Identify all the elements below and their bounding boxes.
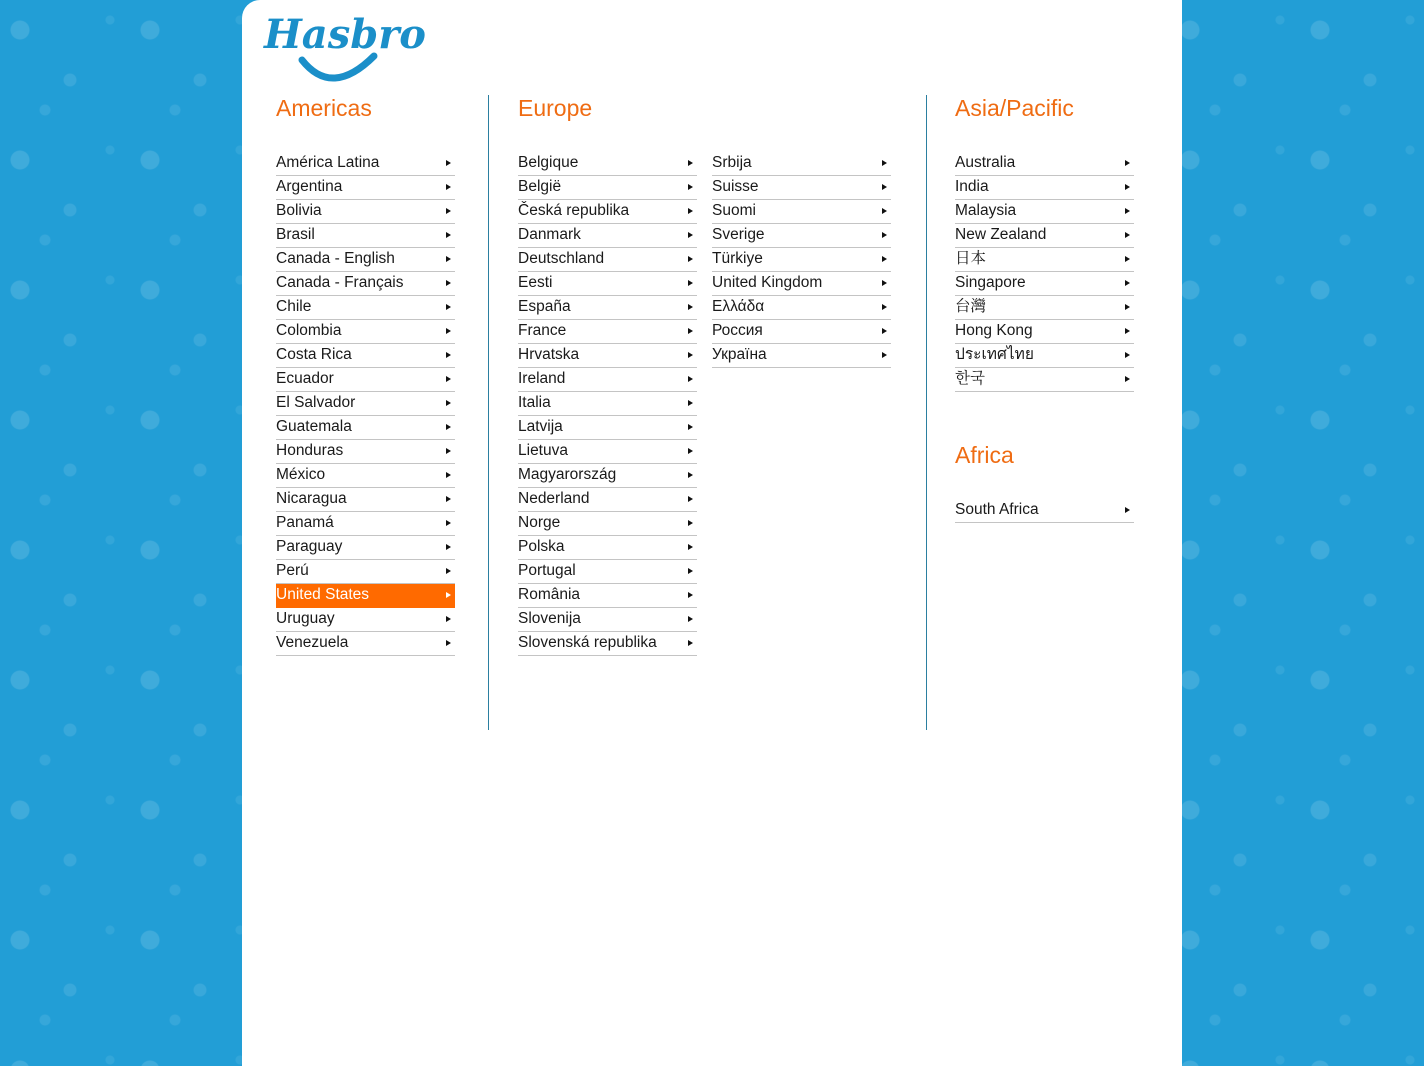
- country-label: Canada - Français: [276, 274, 404, 291]
- country-label: Lietuva: [518, 442, 568, 459]
- country-link[interactable]: [518, 584, 697, 608]
- arrow-right-icon: [446, 592, 451, 598]
- country-label: Argentina: [276, 178, 343, 195]
- country-label: Canada - English: [276, 250, 395, 267]
- country-label: Honduras: [276, 442, 344, 459]
- country-label: Nicaragua: [276, 490, 347, 507]
- americas-list: [276, 152, 455, 656]
- country-link[interactable]: [518, 296, 697, 320]
- arrow-right-icon: [688, 496, 693, 502]
- country-label: Magyarország: [518, 466, 617, 483]
- africa-list: [955, 499, 1134, 523]
- country-link[interactable]: [276, 536, 455, 560]
- country-link[interactable]: [518, 488, 697, 512]
- country-link[interactable]: [518, 368, 697, 392]
- country-link[interactable]: [955, 272, 1134, 296]
- europe-list-left: [518, 152, 697, 656]
- arrow-right-icon: [1125, 160, 1130, 166]
- arrow-right-icon: [446, 208, 451, 214]
- arrow-right-icon: [446, 160, 451, 166]
- arrow-right-icon: [688, 640, 693, 646]
- country-link[interactable]: [518, 272, 697, 296]
- country-label: United Kingdom: [712, 274, 823, 291]
- country-link[interactable]: [955, 152, 1134, 176]
- country-link[interactable]: [955, 200, 1134, 224]
- country-label: España: [518, 298, 571, 315]
- country-label: Slovenija: [518, 610, 581, 627]
- country-link[interactable]: [518, 224, 697, 248]
- arrow-right-icon: [688, 160, 693, 166]
- arrow-right-icon: [688, 592, 693, 598]
- country-link[interactable]: [518, 416, 697, 440]
- europe-heading: Europe: [518, 95, 593, 121]
- country-link[interactable]: [712, 176, 891, 200]
- arrow-right-icon: [446, 448, 451, 454]
- country-link[interactable]: [276, 248, 455, 272]
- country-label: New Zealand: [955, 226, 1047, 243]
- country-link[interactable]: [276, 608, 455, 632]
- country-label: Brasil: [276, 226, 315, 243]
- country-label: Ελλάδα: [712, 298, 765, 315]
- arrow-right-icon: [446, 328, 451, 334]
- arrow-right-icon: [446, 640, 451, 646]
- country-label: Polska: [518, 538, 565, 555]
- country-link[interactable]: [955, 344, 1134, 368]
- arrow-right-icon: [688, 328, 693, 334]
- arrow-right-icon: [1125, 304, 1130, 310]
- arrow-right-icon: [446, 472, 451, 478]
- arrow-right-icon: [688, 520, 693, 526]
- americas-heading: Americas: [276, 95, 372, 121]
- country-label: United States: [276, 586, 370, 603]
- country-label: Belgique: [518, 154, 579, 171]
- country-link[interactable]: [955, 320, 1134, 344]
- country-label: Suomi: [712, 202, 756, 219]
- country-link[interactable]: [712, 296, 891, 320]
- arrow-right-icon: [882, 328, 887, 334]
- arrow-right-icon: [688, 544, 693, 550]
- country-link[interactable]: [276, 440, 455, 464]
- country-label: 台灣: [955, 298, 987, 315]
- arrow-right-icon: [446, 376, 451, 382]
- country-label: Norge: [518, 514, 561, 531]
- country-label: Deutschland: [518, 250, 605, 267]
- arrow-right-icon: [882, 352, 887, 358]
- arrow-right-icon: [688, 352, 693, 358]
- europe-list-right: [712, 152, 891, 368]
- country-label: El Salvador: [276, 394, 356, 411]
- column-divider: [926, 95, 927, 730]
- country-link[interactable]: [712, 320, 891, 344]
- country-label: Venezuela: [276, 634, 349, 651]
- country-label: Hrvatska: [518, 346, 580, 363]
- country-link[interactable]: [712, 344, 891, 368]
- arrow-right-icon: [1125, 256, 1130, 262]
- arrow-right-icon: [1125, 232, 1130, 238]
- asia-pacific-heading: Asia/Pacific: [955, 95, 1074, 121]
- country-link[interactable]: [276, 152, 455, 176]
- arrow-right-icon: [446, 352, 451, 358]
- arrow-right-icon: [1125, 507, 1130, 513]
- content-panel: [242, 0, 1182, 1066]
- column-divider: [488, 95, 489, 730]
- country-label: Uruguay: [276, 610, 335, 627]
- country-link[interactable]: [712, 200, 891, 224]
- country-link[interactable]: [955, 499, 1134, 523]
- country-link[interactable]: [518, 536, 697, 560]
- country-label: Россия: [712, 322, 763, 339]
- country-label: Hong Kong: [955, 322, 1033, 339]
- arrow-right-icon: [882, 184, 887, 190]
- asia-pacific-list: [955, 152, 1134, 392]
- country-link[interactable]: [955, 224, 1134, 248]
- country-link[interactable]: [712, 248, 891, 272]
- country-label: Türkiye: [712, 250, 763, 267]
- country-link[interactable]: [518, 608, 697, 632]
- country-link[interactable]: [276, 200, 455, 224]
- country-label: Portugal: [518, 562, 576, 579]
- country-label: 한국: [955, 370, 985, 387]
- arrow-right-icon: [446, 424, 451, 430]
- country-label: Paraguay: [276, 538, 343, 555]
- country-link[interactable]: [518, 632, 697, 656]
- arrow-right-icon: [446, 232, 451, 238]
- country-link[interactable]: [276, 392, 455, 416]
- country-label: Sverige: [712, 226, 765, 243]
- arrow-right-icon: [882, 256, 887, 262]
- country-link[interactable]: [518, 200, 697, 224]
- country-link[interactable]: [518, 392, 697, 416]
- country-label: Latvija: [518, 418, 563, 435]
- arrow-right-icon: [446, 568, 451, 574]
- country-label: Україна: [712, 346, 767, 363]
- arrow-right-icon: [882, 304, 887, 310]
- arrow-right-icon: [688, 448, 693, 454]
- country-link[interactable]: [955, 296, 1134, 320]
- country-label: Malaysia: [955, 202, 1017, 219]
- arrow-right-icon: [688, 424, 693, 430]
- arrow-right-icon: [446, 544, 451, 550]
- country-link[interactable]: [276, 176, 455, 200]
- country-link[interactable]: [518, 176, 697, 200]
- country-link[interactable]: [276, 344, 455, 368]
- country-link[interactable]: [518, 320, 697, 344]
- country-label: France: [518, 322, 567, 339]
- arrow-right-icon: [688, 472, 693, 478]
- arrow-right-icon: [882, 280, 887, 286]
- country-link[interactable]: [276, 296, 455, 320]
- arrow-right-icon: [1125, 208, 1130, 214]
- arrow-right-icon: [688, 280, 693, 286]
- country-label: Guatemala: [276, 418, 352, 435]
- country-label: South Africa: [955, 501, 1039, 518]
- country-label: Chile: [276, 298, 312, 315]
- country-label: België: [518, 178, 562, 195]
- country-link[interactable]: [518, 440, 697, 464]
- arrow-right-icon: [688, 376, 693, 382]
- arrow-right-icon: [688, 616, 693, 622]
- country-label: Danmark: [518, 226, 581, 243]
- country-link[interactable]: [955, 248, 1134, 272]
- country-label: Costa Rica: [276, 346, 352, 363]
- arrow-right-icon: [688, 256, 693, 262]
- arrow-right-icon: [882, 232, 887, 238]
- country-label: América Latina: [276, 154, 380, 171]
- country-link[interactable]: [276, 584, 455, 608]
- country-link[interactable]: [712, 152, 891, 176]
- country-link[interactable]: [518, 344, 697, 368]
- country-link[interactable]: [276, 488, 455, 512]
- arrow-right-icon: [1125, 328, 1130, 334]
- country-link[interactable]: [518, 152, 697, 176]
- country-label: India: [955, 178, 989, 195]
- country-label: México: [276, 466, 326, 483]
- arrow-right-icon: [446, 520, 451, 526]
- country-link[interactable]: [955, 176, 1134, 200]
- arrow-right-icon: [1125, 352, 1130, 358]
- arrow-right-icon: [446, 256, 451, 262]
- country-link[interactable]: [276, 632, 455, 656]
- country-label: Italia: [518, 394, 551, 411]
- country-label: Suisse: [712, 178, 759, 195]
- arrow-right-icon: [688, 232, 693, 238]
- country-label: Srbija: [712, 154, 752, 171]
- country-link[interactable]: [276, 416, 455, 440]
- hasbro-logo[interactable]: [260, 6, 426, 88]
- arrow-right-icon: [688, 208, 693, 214]
- country-link[interactable]: [276, 224, 455, 248]
- country-label: Perú: [276, 562, 309, 579]
- country-label: Panamá: [276, 514, 334, 531]
- africa-heading: Africa: [955, 442, 1014, 468]
- country-label: Bolivia: [276, 202, 322, 219]
- country-link[interactable]: [276, 560, 455, 584]
- country-link[interactable]: [276, 464, 455, 488]
- country-link[interactable]: [276, 512, 455, 536]
- arrow-right-icon: [446, 280, 451, 286]
- arrow-right-icon: [882, 208, 887, 214]
- arrow-right-icon: [1125, 280, 1130, 286]
- country-link[interactable]: [712, 272, 891, 296]
- arrow-right-icon: [1125, 376, 1130, 382]
- country-link[interactable]: [712, 224, 891, 248]
- svg-text:Hasbro: Hasbro: [264, 11, 426, 58]
- country-link[interactable]: [518, 464, 697, 488]
- country-label: Australia: [955, 154, 1016, 171]
- arrow-right-icon: [446, 304, 451, 310]
- country-link[interactable]: [518, 560, 697, 584]
- country-link[interactable]: [276, 320, 455, 344]
- country-label: Ecuador: [276, 370, 334, 387]
- country-link[interactable]: [955, 368, 1134, 392]
- arrow-right-icon: [1125, 184, 1130, 190]
- country-label: Česká republika: [518, 202, 630, 219]
- country-label: Ireland: [518, 370, 566, 387]
- country-label: 日本: [955, 250, 987, 267]
- arrow-right-icon: [688, 184, 693, 190]
- arrow-right-icon: [446, 496, 451, 502]
- country-label: România: [518, 586, 581, 603]
- arrow-right-icon: [688, 568, 693, 574]
- arrow-right-icon: [446, 400, 451, 406]
- country-label: Nederland: [518, 490, 590, 507]
- country-label: Slovenská republika: [518, 634, 657, 651]
- country-label: Eesti: [518, 274, 553, 291]
- country-link[interactable]: [276, 272, 455, 296]
- country-label: ประเทศไทย: [955, 346, 1034, 363]
- country-link[interactable]: [518, 248, 697, 272]
- country-link[interactable]: [518, 512, 697, 536]
- country-label: Singapore: [955, 274, 1026, 291]
- arrow-right-icon: [446, 616, 451, 622]
- arrow-right-icon: [882, 160, 887, 166]
- arrow-right-icon: [446, 184, 451, 190]
- arrow-right-icon: [688, 304, 693, 310]
- country-link[interactable]: [276, 368, 455, 392]
- country-label: Colombia: [276, 322, 342, 339]
- arrow-right-icon: [688, 400, 693, 406]
